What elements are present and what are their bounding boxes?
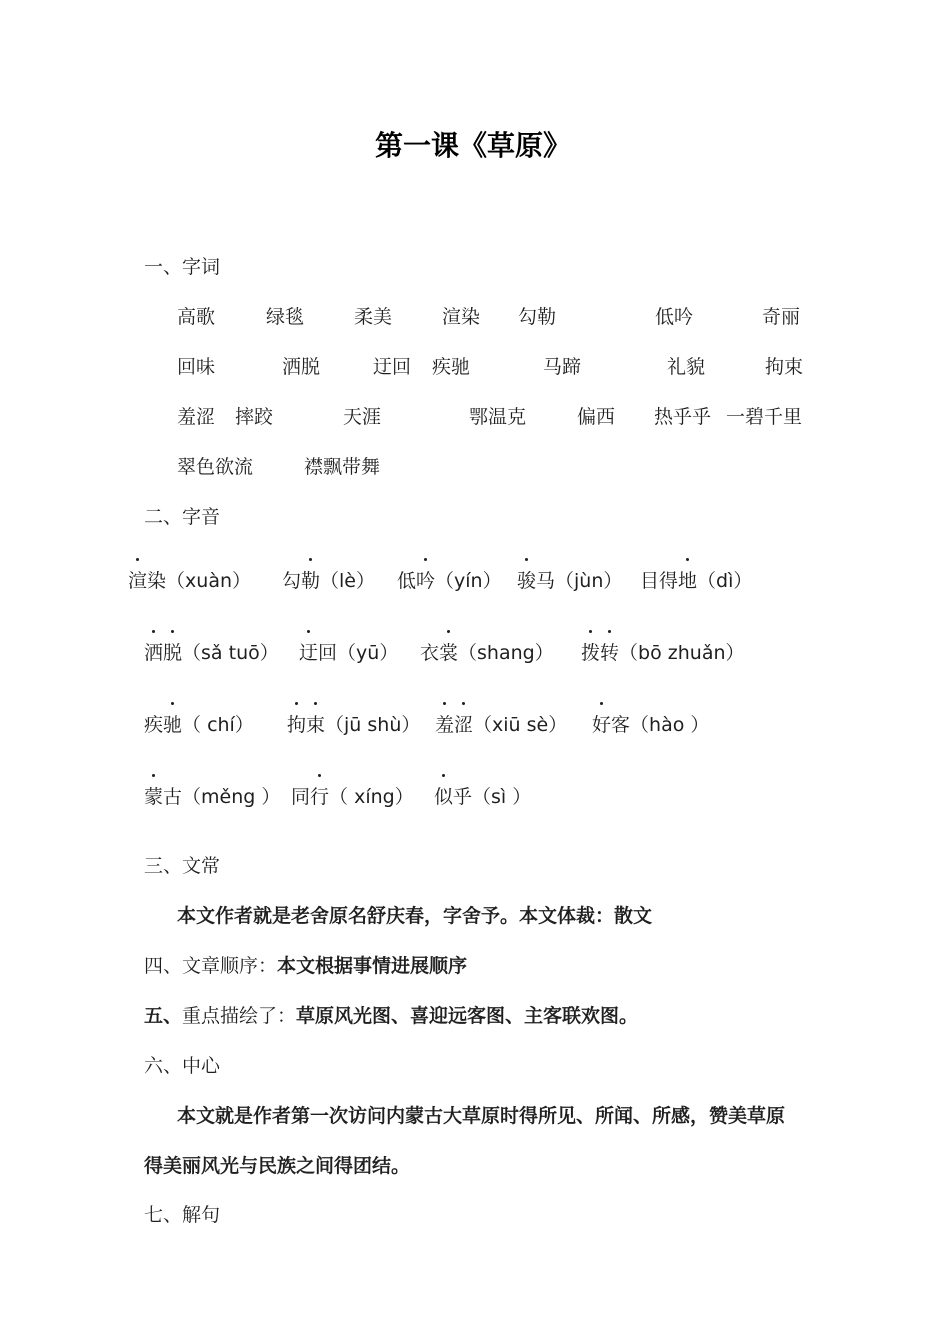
word-item: 羞涩	[177, 406, 216, 428]
section-heading-sentence-analysis: 七、解句	[144, 1204, 221, 1226]
word-item: 绿毯	[266, 306, 305, 328]
section-answer: 本文根据事情进展顺序	[277, 955, 468, 977]
pinyin-item: 拘束（jū shù）	[287, 714, 421, 736]
word-item: 一碧千里	[726, 406, 803, 428]
word-item: 礼貌	[667, 356, 706, 378]
dotted-char: 裳	[439, 642, 459, 664]
dotted-char: 行	[310, 786, 330, 808]
word-item: 柔美	[354, 306, 393, 328]
word-item: 襟飘带舞	[304, 456, 381, 478]
dotted-char: 勒	[301, 570, 321, 592]
word-item: 洒脱	[282, 356, 321, 378]
word-item: 回味	[177, 356, 216, 378]
section-heading-literary-facts: 三、文常	[144, 855, 221, 877]
word-item: 鄂温克	[469, 406, 527, 428]
dotted-char: 迂	[299, 642, 319, 664]
pinyin-item: 勾勒（lè）	[282, 570, 375, 592]
section-label: 五、	[144, 1005, 183, 1027]
literary-facts-text: 本文作者就是老舍原名舒庆春，字舍予。本文体裁：散文	[177, 905, 653, 927]
word-item: 马蹄	[543, 356, 582, 378]
dotted-char: 好	[592, 714, 612, 736]
word-item: 拘束	[765, 356, 804, 378]
word-item: 热乎乎	[654, 406, 712, 428]
section-key-scenes	[144, 1007, 638, 1026]
pinyin-item: 疾驰（ chí）	[144, 714, 254, 736]
central-idea-line-2: 得美丽风光与民族之间得团结。	[144, 1155, 411, 1177]
pinyin-item: 似乎（sì ）	[434, 786, 532, 808]
section-heading-pronunciation: 二、字音	[144, 506, 221, 528]
pinyin-item: 蒙古（měng ）	[144, 786, 281, 808]
dotted-char: 渲	[128, 570, 148, 592]
pinyin-item: 目得地（dì）	[640, 570, 753, 592]
dotted-char: 蒙	[144, 786, 164, 808]
word-item: 奇丽	[762, 306, 801, 328]
word-item: 偏西	[577, 406, 616, 428]
central-idea-line-1: 本文就是作者第一次访问内蒙古大草原时得所见、所闻、所感，赞美草原	[177, 1105, 786, 1127]
word-item: 翠色欲流	[177, 456, 254, 478]
dotted-char: 似	[434, 786, 454, 808]
dotted-char: 地	[678, 570, 698, 592]
section-label-rest: 重点描绘了：	[182, 1005, 297, 1027]
section-heading-vocabulary: 一、字词	[144, 256, 221, 278]
word-item: 摔跤	[235, 406, 274, 428]
section-heading-central-idea: 六、中心	[144, 1055, 221, 1077]
pinyin-item: 洒脱（sǎ tuō）	[144, 642, 279, 664]
pinyin-item: 同行（ xíng）	[291, 786, 414, 808]
word-item: 低吟	[655, 306, 694, 328]
word-item: 迂回	[373, 356, 412, 378]
section-answer: 草原风光图、喜迎远客图、主客联欢图。	[296, 1005, 639, 1027]
word-item: 疾驰	[432, 356, 471, 378]
word-item: 渲染	[442, 306, 481, 328]
dotted-char: 驰	[163, 714, 183, 736]
pinyin-item: 羞涩（xiū sè）	[435, 714, 568, 736]
pinyin-item: 低吟（yín）	[397, 570, 502, 592]
section-label: 四、文章顺序：	[144, 955, 278, 977]
dotted-char: 骏	[517, 570, 537, 592]
section-article-order	[144, 957, 467, 976]
pinyin-item: 衣裳（shang）	[420, 642, 554, 664]
word-item: 天涯	[343, 406, 382, 428]
word-item: 高歌	[177, 306, 216, 328]
pinyin-item: 迂回（yū）	[299, 642, 399, 664]
dotted-char: 吟	[416, 570, 436, 592]
pinyin-item: 骏马（jùn）	[517, 570, 623, 592]
pinyin-item: 拨转（bō zhuǎn）	[581, 642, 745, 664]
word-item: 勾勒	[518, 306, 557, 328]
page-title: 第一课《草原》	[375, 129, 572, 162]
pinyin-item: 好客（hào ）	[592, 714, 710, 736]
pinyin-item: 渲染（xuàn）	[128, 570, 252, 592]
